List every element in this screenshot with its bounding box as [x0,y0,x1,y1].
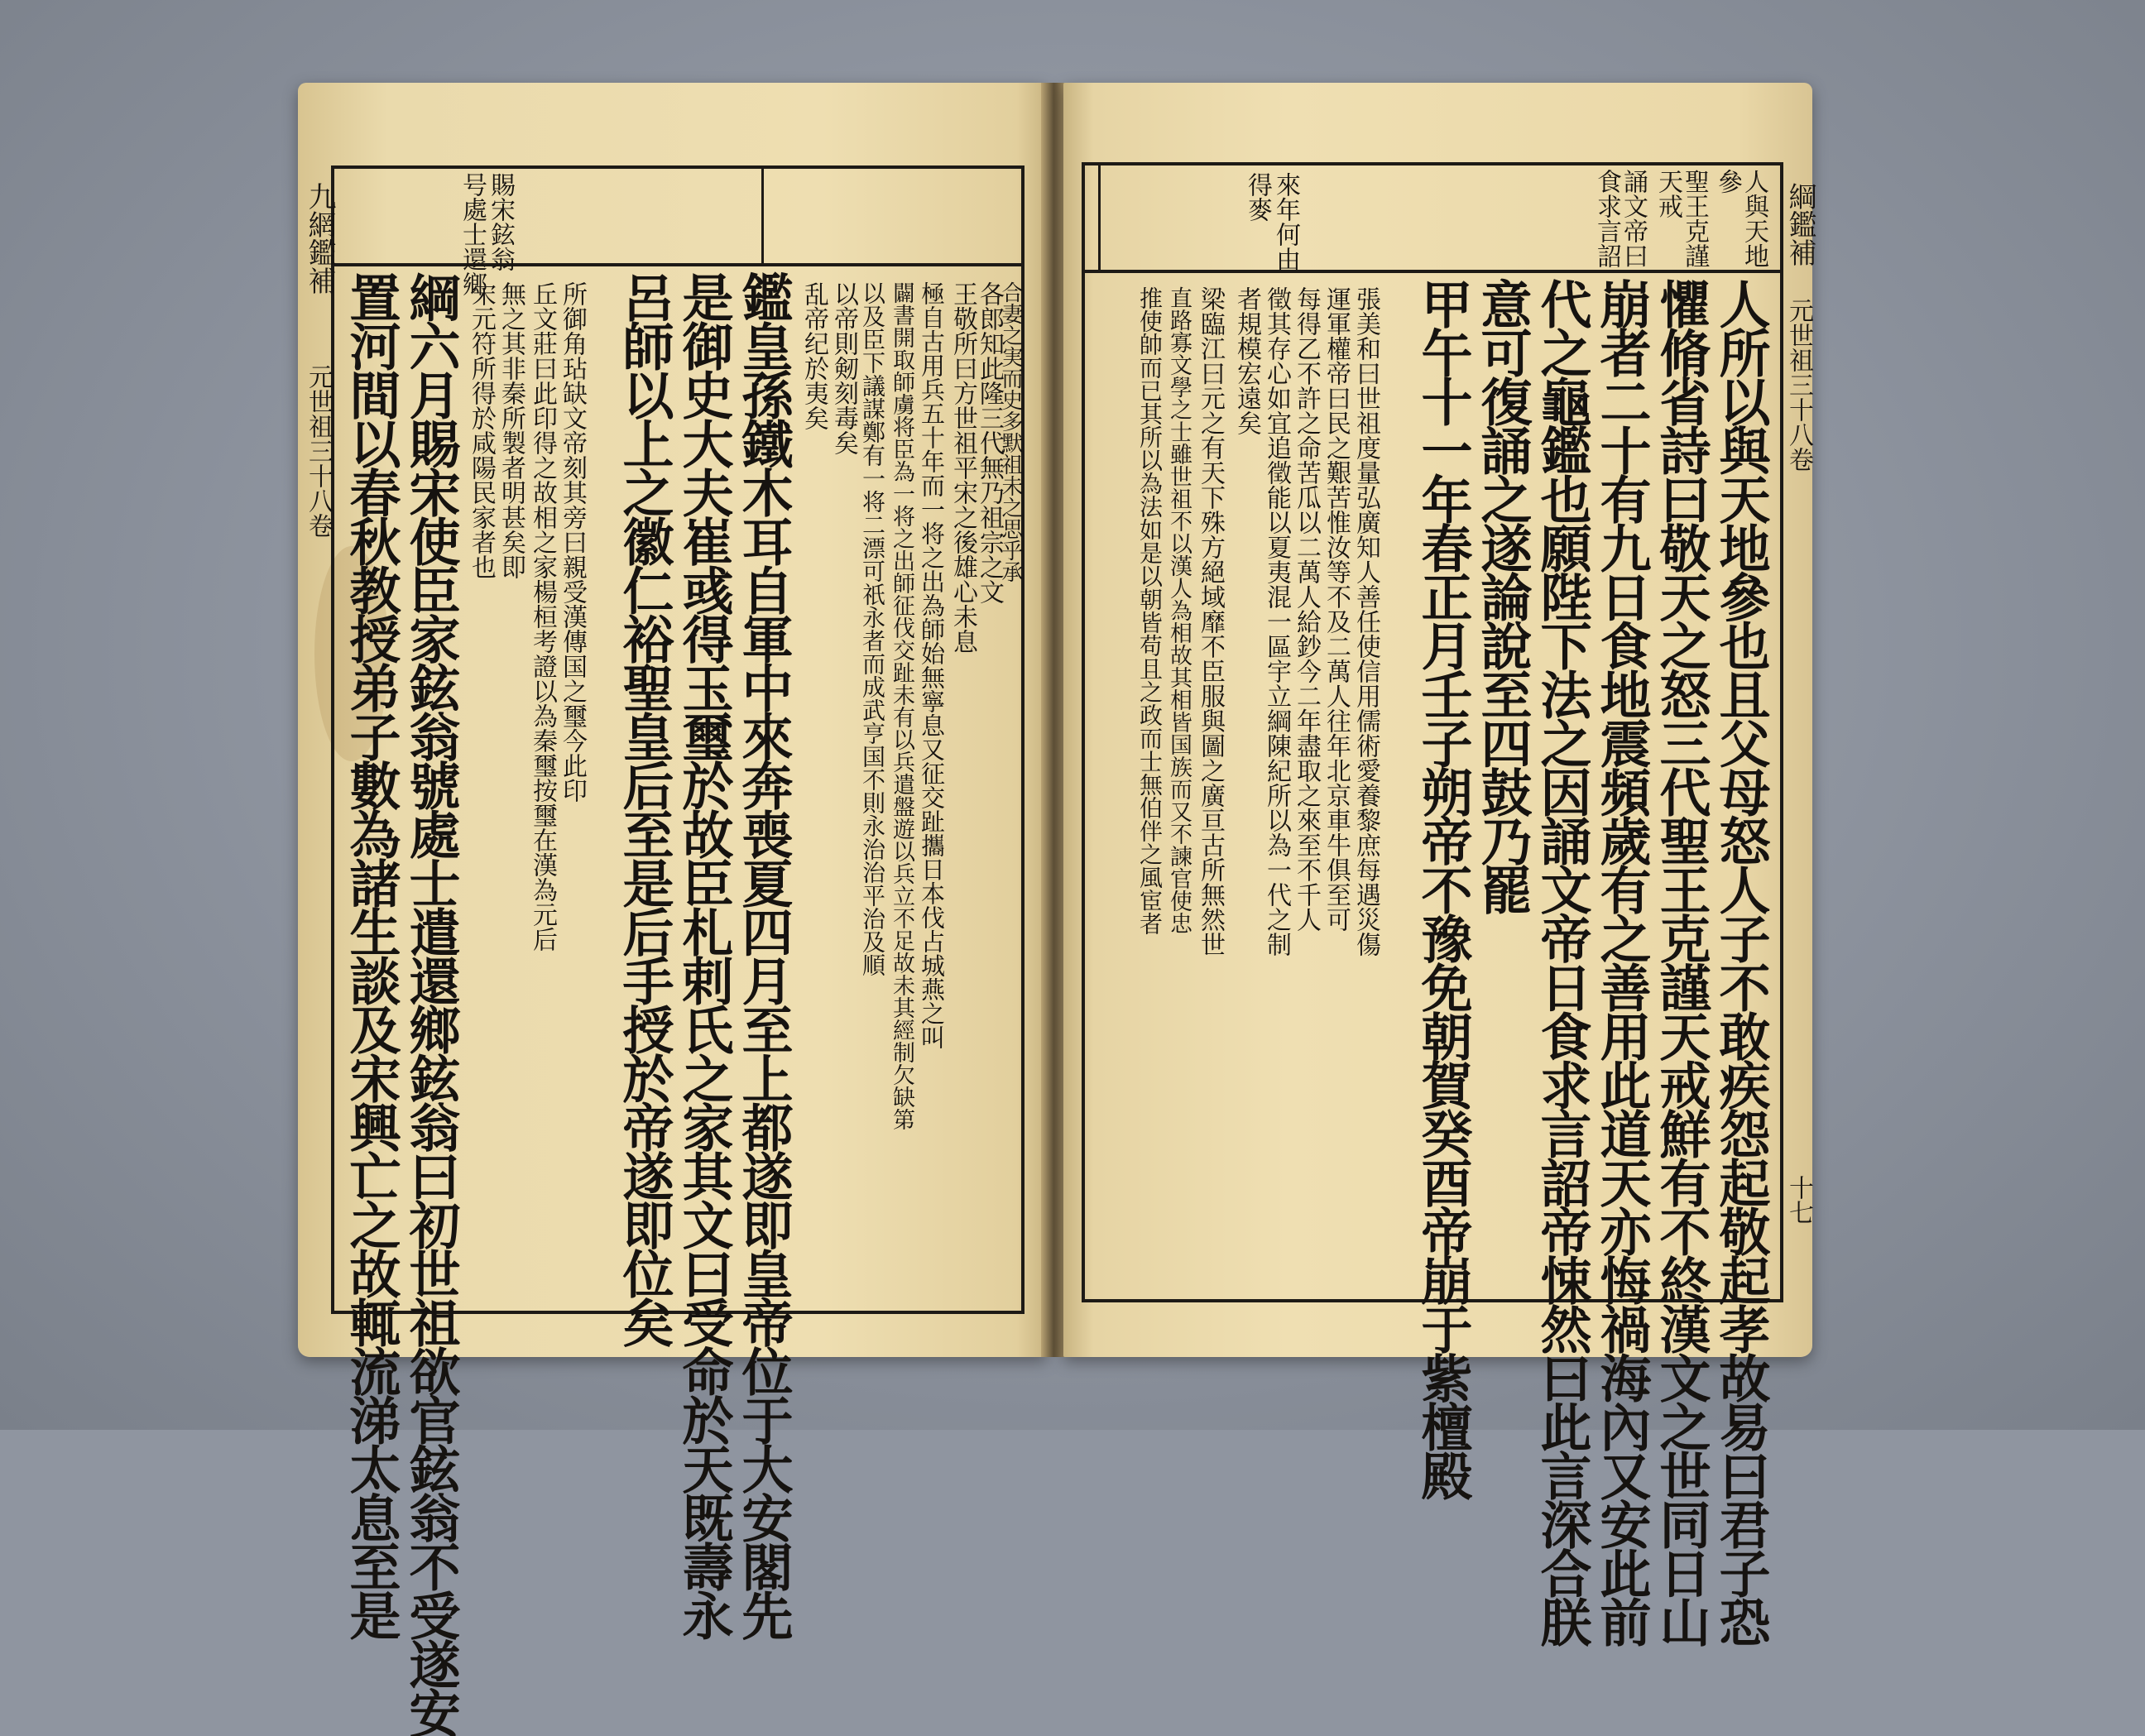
left-page [298,83,1047,1736]
header-note: 誦文帝曰 [1619,169,1648,268]
text-column: 呂師以上之徽仁裕聖皇后至是后手授於帝遂即位矣 [614,271,674,1345]
header-note: 天戒 [1653,169,1682,218]
text-column: 懼脩省詩曰敬天之怒三代聖王克謹天戒鮮有不終漢文之世同日山 [1651,278,1711,1645]
text-column: 以帝則剱刻毒矣 [829,281,858,455]
text-column: 合妻之実而史多默祖未之思乎承 [998,281,1023,583]
text-column: 所御角玷缺文帝刻其旁曰親受漢傳国之璽今此印 [558,281,587,803]
text-column: 王敬所曰方世祖平宋之後雄心未息 [948,281,977,654]
open-book [298,83,1816,1736]
right-page [1063,83,1816,1645]
header-note: 食求言詔 [1592,169,1621,268]
text-column: 張美和曰世祖度量弘廣知人善任使信用儒術愛養黎庶每遇災傷 [1351,286,1380,957]
text-column: 梁臨江曰元之有天下殊方絕域靡不臣服與圖之廣亘古所無然世 [1196,286,1225,957]
header-note-1: 賜宋鉉翁 [486,172,515,271]
text-column: 甲午十一年春正月壬子朔帝不豫免朝賀癸酉帝崩于紫檀殿 [1413,278,1473,1499]
header-divider [761,169,764,263]
header-note: 人與天地 [1740,169,1768,268]
text-column: 各郎知此隆三代無乃祖宗之文 [975,281,1004,604]
text-column: 綱六月賜宋使臣家鉉翁號處士遣還鄉鉉翁曰初世祖欲官鉉翁不受遂安 [401,271,461,1736]
text-column: 乱帝纪於夷矣 [799,281,828,430]
header-note: 來年何由 [1271,172,1300,271]
text-column: 徵其存心如宜追徵能以夏夷混一區宇立綱陳紀所以為一代之制 [1262,286,1291,957]
header-note: 參 [1713,169,1742,194]
text-column: 置河間以春秋教授弟子數為諸生談及宋興亡之故輒流涕太息至是 [341,271,401,1638]
header-note: 得麥 [1243,172,1272,222]
text-column: 人所以與天地參也且父母怒人子不敢疾怨起敬起孝故易曰君子恐 [1711,278,1771,1645]
text-column: 丘文莊曰此印得之故相之家楊桓考證以為秦璽按璽在漢為元后 [528,281,557,952]
text-column: 是御史大夫崔彧得玉璽於故臣札剌氏之家其文曰受命於天既壽永 [674,271,734,1638]
header-divider [1098,165,1101,270]
folio-title: 綱鑑補 [1783,182,1816,266]
text-column: 無之其非秦所製者明甚矣即 [497,281,525,579]
text-column: 闢書開取師虜将臣為一将之出師征伐交趾未有以兵遣盤遊以兵立不足故未其經制欠缺第 [889,281,914,1130]
text-column: 運軍權帝曰民之艱苦惟汝等不及二萬人往年北京車牛俱至可 [1322,286,1351,932]
text-column: 極自古用兵五十年而一将之出為師始無寧息又征交趾攜日本伐占城燕之叫 [918,281,946,1049]
text-column: 以及臣下議謀鄭有一将二漂可祇永者而成武亨国不則永治治平治及順 [859,281,886,976]
text-column: 鑑皇孫鐵木耳自軍中來奔喪夏四月至上都遂即皇帝位于大安閣先 [733,271,794,1638]
text-column: 崩者二十有九日食地震頻歲有之善用此道天亦悔禍海內又安此前 [1591,278,1652,1645]
text-column: 每得乙不許之命苦瓜以二萬人給鈔今二年盡取之來至不千人 [1292,286,1321,932]
text-column: 意可復誦之遂論說至四鼓乃罷 [1472,278,1533,913]
folio-page-number: 十七 [1784,1175,1813,1225]
folio-volume: 元世祖三十八卷 [304,364,333,538]
header-note: 聖王克謹 [1680,169,1709,268]
text-column: 代之龜鑑也願陛下法之因誦文帝日食求言詔帝悚然曰此言深合朕 [1532,278,1592,1645]
folio-title: 九網鑑補 [303,182,336,295]
header-rule [1082,270,1780,273]
header-rule [331,263,1021,266]
text-column: 直路寡文學之士雖世祖不以漢人為相故其相皆国族而又不諫官使忠 [1166,286,1192,934]
text-column: 推使帥而已其所以為法如是以朝皆苟且之政而士無伯伴之風宦者 [1136,286,1164,935]
header-note-2: 号處士還鄉 [458,172,487,296]
text-column: 宋元符所得於咸陽民家者也 [467,281,496,579]
folio-volume: 元世祖三十八卷 [1784,298,1813,472]
text-column: 者規模宏遠矣 [1232,286,1261,435]
